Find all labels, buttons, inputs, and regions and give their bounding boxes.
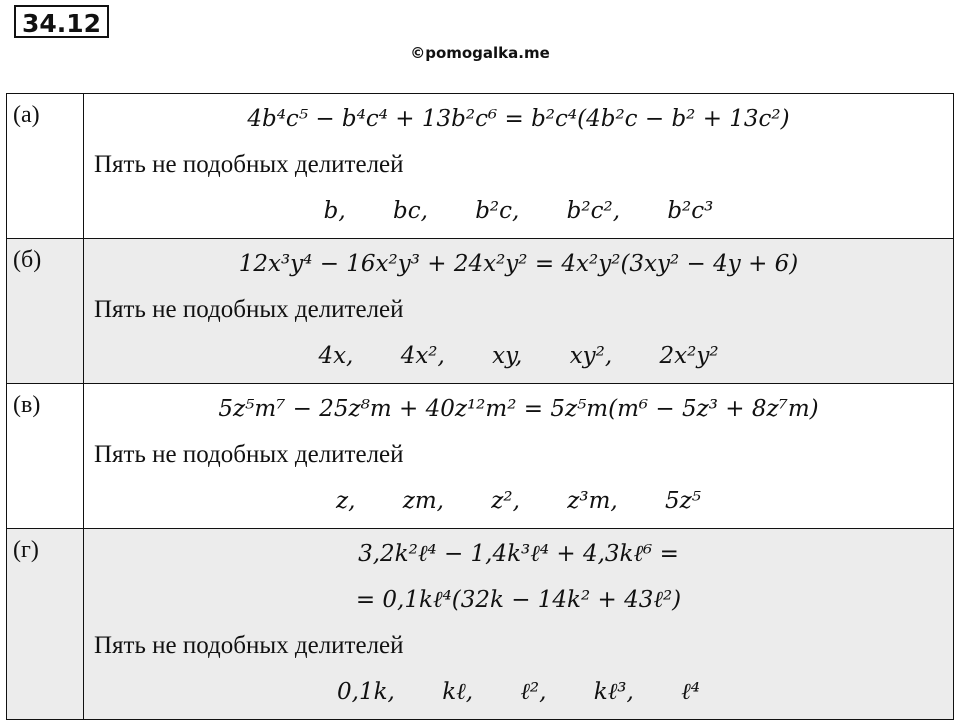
equation-line: = 0,1kℓ⁴(32k − 14k² + 43ℓ²) (355, 587, 682, 613)
part-row-a (7, 94, 954, 239)
divisor: ℓ², (520, 679, 547, 705)
divisor: 0,1k, (337, 679, 395, 705)
equation-line: 3,2k²ℓ⁴ − 1,4k³ℓ⁴ + 4,3kℓ⁶ = (358, 541, 679, 567)
part-content (84, 239, 954, 384)
divisors-list (90, 478, 947, 524)
problem-number: 34.12 (14, 5, 109, 38)
part-label: (б) (7, 239, 84, 384)
divisors-note: Пять не подобных делителей (94, 296, 404, 323)
part-row-b (7, 239, 954, 384)
divisor: z², (491, 488, 520, 514)
part-label: (в) (7, 384, 84, 529)
divisor: b²c³ (667, 198, 714, 224)
part-content (84, 529, 954, 720)
watermark: ©pomogalka.me (410, 44, 550, 62)
equation-line: 4b⁴c⁵ − b⁴c⁴ + 13b²c⁶ = b²c⁴(4b²c − b² + 13c²) (247, 106, 790, 132)
solutions-table (6, 93, 954, 720)
divisors-note: Пять не подобных делителей (94, 632, 404, 659)
divisor: zm, (402, 488, 444, 514)
part-row-v (7, 384, 954, 529)
divisors-note: Пять не подобных делителей (94, 151, 404, 178)
divisors-note: Пять не подобных делителей (94, 441, 404, 468)
part-label: (г) (7, 529, 84, 720)
divisors-list (90, 188, 947, 234)
divisors-list (90, 669, 947, 715)
equation-line: 5z⁵m⁷ − 25z⁸m + 40z¹²m² = 5z⁵m(m⁶ − 5z³ + 8z⁷m) (218, 396, 819, 422)
part-content (84, 384, 954, 529)
divisor: b, (323, 198, 346, 224)
divisor: b²c, (475, 198, 520, 224)
divisor: b²c², (566, 198, 621, 224)
divisor: 4x², (400, 343, 445, 369)
divisor: bc, (392, 198, 428, 224)
divisor: xy², (569, 343, 613, 369)
part-content (84, 94, 954, 239)
divisor: kℓ³, (593, 679, 634, 705)
part-row-g (7, 529, 954, 720)
divisor: xy, (492, 343, 523, 369)
divisor: 2x²y² (659, 343, 719, 369)
divisors-list (90, 333, 947, 379)
equation-line: 12x³y⁴ − 16x²y³ + 24x²y² = 4x²y²(3xy² − 4y + 6) (238, 251, 799, 277)
divisor: z³m, (567, 488, 618, 514)
divisor: kℓ, (442, 679, 474, 705)
divisor: 5z⁵ (665, 488, 702, 514)
divisor: z, (335, 488, 356, 514)
part-label: (а) (7, 94, 84, 239)
divisor: 4x, (318, 343, 354, 369)
divisor: ℓ⁴ (681, 679, 700, 705)
